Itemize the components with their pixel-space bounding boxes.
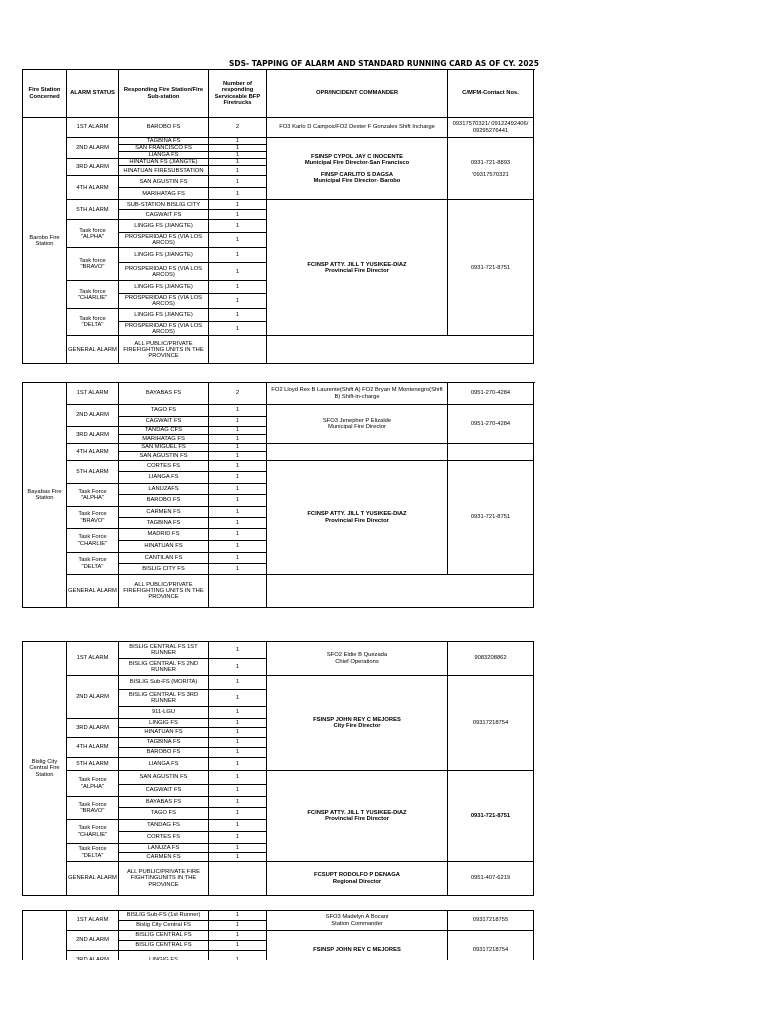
alarm-status: GENERAL ALARM — [67, 336, 119, 364]
responding-station: TAGO FS — [119, 808, 209, 820]
truck-count: 1 — [209, 145, 267, 152]
responding-station: LIANGA FS — [119, 758, 209, 771]
responding-station: SAN AGUSTIN FS — [119, 771, 209, 785]
truck-count: 1 — [209, 921, 267, 931]
responding-station: MADRID FS — [119, 529, 209, 541]
responding-station: LANUZA FS — [119, 844, 209, 853]
commander: FSINSP JOHN REY C MEJORES — [267, 931, 448, 971]
truck-count: 1 — [209, 248, 267, 263]
contact-number — [448, 138, 534, 200]
commander-title: Chief Operations — [335, 658, 379, 665]
responding-station: CAGWAIT FS — [119, 210, 209, 220]
alarm-status: Task force "DELTA" — [67, 309, 119, 336]
truck-count: 1 — [209, 844, 267, 853]
alarm-status: 1ST ALARM — [67, 642, 119, 676]
header-alarm: ALARM STATUS — [67, 70, 119, 118]
responding-station: SUB-STATION BISLIG CITY — [119, 200, 209, 210]
contact-number: 09317218754 — [448, 676, 534, 771]
header-commander: OPR/INCIDENT COMMANDER — [267, 70, 448, 118]
responding-station: CARMEN FS — [119, 507, 209, 518]
truck-count: 1 — [209, 461, 267, 472]
commander-title: City Fire Director — [333, 723, 381, 729]
alarm-status: GENERAL ALARM — [67, 862, 119, 896]
document-title: SDS- TAPPING OF ALARM AND STANDARD RUNNING CARD AS OF CY. 2025 — [229, 59, 539, 68]
alarm-status: 5TH ALARM — [67, 461, 119, 484]
responding-station: ALL PUBLIC/PRIVATE FIREFIGHTING UNITS IN THE PROVINCE — [119, 336, 209, 364]
commander-name: FCINSP ATTY. JILL T YUSIKEE-DIAZ — [307, 261, 407, 268]
responding-station: BAROBO FS — [119, 118, 209, 138]
truck-count: 1 — [209, 472, 267, 484]
truck-count: 1 — [209, 785, 267, 797]
responding-station: BISLIG Sub-FS (MORITA) — [119, 676, 209, 690]
truck-count — [209, 575, 267, 608]
commander-title: Provincial Fire Director — [325, 267, 389, 274]
truck-count: 1 — [209, 417, 267, 427]
truck-count: 1 — [209, 853, 267, 862]
bayabas-table — [22, 382, 534, 608]
alarm-status: GENERAL ALARM — [67, 575, 119, 608]
alarm-status: Task Force "CHARLIE" — [67, 820, 119, 844]
contact-number: 0931-721-8751 — [448, 461, 534, 575]
truck-count: 1 — [209, 728, 267, 738]
alarm-status: Task force "CHARLIE" — [67, 281, 119, 309]
alarm-status: Task Force "BRAVO" — [67, 797, 119, 820]
truck-count: 1 — [209, 444, 267, 452]
header-number: Number of responding Serviceable BFP Firetrucks — [209, 70, 267, 118]
commander — [267, 461, 448, 575]
truck-count: 1 — [209, 748, 267, 758]
responding-station: LINGIG FS (JIANGTE) — [119, 309, 209, 322]
commander-title: Municipal Fire Director- Barobo — [313, 177, 401, 184]
commander — [267, 676, 448, 771]
truck-count: 1 — [209, 738, 267, 748]
truck-count: 1 — [209, 152, 267, 159]
responding-station: SAN AGUSTIN FS — [119, 176, 209, 188]
responding-station: BAYABAS FS — [119, 797, 209, 808]
responding-station: BISLIG CENTRAL FS 1ST RUNNER — [119, 642, 209, 659]
header-responding: Responding Fire Station/Fire Sub-station — [119, 70, 209, 118]
truck-count: 1 — [209, 690, 267, 707]
contact-number: 0931-721-8751 — [448, 200, 534, 336]
truck-count: 1 — [209, 941, 267, 951]
responding-station: TAGBINA FS — [119, 738, 209, 748]
responding-station: 911-LGU — [119, 707, 209, 719]
alarm-status: 3RD ALARM — [67, 427, 119, 444]
responding-station: HINATUAN FS (JIANGTE) — [119, 159, 209, 166]
responding-station: TAGBINA FS — [119, 138, 209, 145]
responding-station: PROSPERIDAD FS (VIA LOS ARCOS) — [119, 322, 209, 336]
truck-count: 1 — [209, 188, 267, 200]
station-name: Bayabas Fire Station — [23, 383, 67, 608]
truck-count: 1 — [209, 642, 267, 659]
truck-count: 1 — [209, 322, 267, 336]
truck-count: 1 — [209, 166, 267, 176]
truck-count: 1 — [209, 931, 267, 941]
alarm-status: Task Force "DELTA" — [67, 844, 119, 862]
truck-count: 1 — [209, 541, 267, 553]
commander-name: FINSP CARLITO S DAGSA — [320, 171, 394, 178]
responding-station: PROSPERIDAD FS (VIA LOS ARCOS) — [119, 294, 209, 309]
commander — [267, 444, 448, 461]
commander-title: Municipal Fire Director — [328, 424, 386, 430]
alarm-status: 2ND ALARM — [67, 405, 119, 427]
truck-count: 1 — [209, 719, 267, 728]
truck-count — [209, 336, 267, 364]
contact-number: 9083208862 — [448, 642, 534, 676]
commander-name: FCINSP ATTY. JILL T YUSIKEE-DIAZ — [307, 809, 407, 816]
alarm-status: 4TH ALARM — [67, 176, 119, 200]
commander-name: SFO2 Eldie B Quezada — [326, 652, 388, 659]
alarm-status: 1ST ALARM — [67, 118, 119, 138]
responding-station: BISLIG CENTRAL FS 2ND RUNNER — [119, 659, 209, 676]
commander — [267, 200, 448, 336]
truck-count: 1 — [209, 452, 267, 461]
responding-station: LANUZAFS — [119, 484, 209, 495]
contact-number: 09317218755 — [448, 911, 534, 931]
barobo-table — [22, 69, 534, 364]
alarm-status: Task Force "ALPHA" — [67, 771, 119, 797]
truck-count: 1 — [209, 507, 267, 518]
truck-count: 1 — [209, 427, 267, 435]
truck-count: 1 — [209, 200, 267, 210]
truck-count: 1 — [209, 220, 267, 233]
truck-count: 1 — [209, 138, 267, 145]
header-station: Fire Station Concerned — [23, 70, 67, 118]
alarm-status: Task force "BRAVO" — [67, 248, 119, 281]
alarm-status: 4TH ALARM — [67, 444, 119, 461]
contact-number: 0951-270-4284 — [448, 383, 534, 405]
responding-station: HINATUAN FS — [119, 728, 209, 738]
responding-station: CORTES FS — [119, 832, 209, 844]
station-name: Bislig City Central Fire Station — [23, 642, 67, 896]
commander — [267, 911, 448, 931]
responding-station: BISLIG CITY FS — [119, 564, 209, 575]
alarm-status: 1ST ALARM — [67, 383, 119, 405]
station-name: Barobo Fire Station — [23, 118, 67, 364]
alarm-status: 1ST ALARM — [67, 911, 119, 931]
responding-station: MARIHATAG FS — [119, 435, 209, 444]
commander-title: Station Commander — [331, 920, 383, 927]
responding-station: HINATUAN FIRESUBSTATION — [119, 166, 209, 176]
responding-station: SAN FRANCISCO FS — [119, 145, 209, 152]
alarm-status: Task force "ALPHA" — [67, 220, 119, 248]
commander — [267, 771, 448, 862]
truck-count: 1 — [209, 435, 267, 444]
truck-count: 1 — [209, 309, 267, 322]
responding-station: BISLIG Sub-FS (1st Runner) — [119, 911, 209, 921]
truck-count: 2 — [209, 383, 267, 405]
contact-number: 0931-721-8751 — [448, 771, 534, 862]
responding-station: PROSPERIDAD FS (VIA LOS ARCOS) — [119, 263, 209, 281]
responding-station: CANTILAN FS — [119, 553, 209, 564]
truck-count: 1 — [209, 263, 267, 281]
responding-station: BISLIG CENTRAL FS 3RD RUNNER — [119, 690, 209, 707]
truck-count: 1 — [209, 832, 267, 844]
responding-station: LINGIG FS (JIANGTE) — [119, 220, 209, 233]
truck-count: 1 — [209, 771, 267, 785]
contact-value: '09317570321 — [472, 171, 509, 178]
responding-station: LINGIG FS (JIANGTE) — [119, 248, 209, 263]
truck-count: 1 — [209, 659, 267, 676]
contact-number: 09317570321/ 09122492406/ 09295276441 — [448, 118, 534, 138]
responding-station: TANDAG FS — [119, 820, 209, 832]
truck-count: 2 — [209, 118, 267, 138]
responding-station: TAGBINA FS — [119, 518, 209, 529]
responding-station: BISLIG CENTRAL FS — [119, 941, 209, 951]
responding-station: CORTES FS — [119, 461, 209, 472]
responding-station: MARIHATAG FS — [119, 188, 209, 200]
contact-value: 0931-721-8893 — [470, 159, 511, 166]
truck-count: 1 — [209, 405, 267, 417]
commander-title: Municipal Fire Director-San Francisco — [304, 159, 410, 166]
responding-station: BAROBO FS — [119, 748, 209, 758]
truck-count: 1 — [209, 210, 267, 220]
alarm-status: 5TH ALARM — [67, 200, 119, 220]
truck-count: 1 — [209, 564, 267, 575]
contact-number: 0951-270-4284 — [448, 405, 534, 444]
truck-count: 1 — [209, 176, 267, 188]
alarm-status: 2ND ALARM — [67, 676, 119, 719]
commander — [267, 862, 448, 896]
header-contact: C/MFM-Contact Nos. — [448, 70, 534, 118]
responding-station: SAN MIGUEL FS — [119, 444, 209, 452]
truck-count: 1 — [209, 758, 267, 771]
truck-count: 1 — [209, 797, 267, 808]
truck-count: 1 — [209, 233, 267, 248]
commander — [267, 138, 448, 200]
alarm-status: 3RD ALARM — [67, 159, 119, 176]
alarm-status: Task Force "ALPHA" — [67, 484, 119, 507]
responding-station: LIANGA FS — [119, 152, 209, 159]
truck-count: 1 — [209, 159, 267, 166]
truck-count: 1 — [209, 294, 267, 309]
commander-title: Provincial Fire Director — [325, 816, 389, 822]
commander-name: SFO3 Jenepher P Elizalde — [322, 417, 392, 424]
commander-name: FSINSP JOHN REY C MEJORES — [313, 716, 401, 723]
commander-name: SFO3 Madelyn A Bocani — [325, 914, 389, 921]
responding-station: LIANGA FS — [119, 472, 209, 484]
responding-station: HINATUAN FS — [119, 541, 209, 553]
commander-name: FSINSP CYPOL JAY C INOCENTE — [311, 153, 403, 160]
truck-count: 1 — [209, 808, 267, 820]
truck-count: 1 — [209, 518, 267, 529]
alarm-status: Task Force "CHARLIE" — [67, 529, 119, 553]
truck-count: 1 — [209, 707, 267, 719]
commander-name: FCSUPT RODOLFO P DENAGA — [314, 872, 400, 879]
responding-station: BAROBO FS — [119, 495, 209, 507]
responding-station: LINGIG FS — [119, 719, 209, 728]
header-row — [23, 70, 534, 118]
responding-station: LINGIG FS (JIANGTE) — [119, 281, 209, 294]
responding-station: BISLIG CENTRAL FS — [119, 931, 209, 941]
responding-station: ALL PUBLIC/PRIVATE FIRE FIGHTINGUNITS IN THE PROVINCE — [119, 862, 209, 896]
truck-count: 1 — [209, 495, 267, 507]
alarm-status: Task Force "BRAVO" — [67, 507, 119, 529]
alarm-status: 5TH ALARM — [67, 758, 119, 771]
responding-station: SAN AGUSTIN FS — [119, 452, 209, 461]
responding-station: TAGO FS — [119, 405, 209, 417]
contact-number: 0951-407-6219 — [448, 862, 534, 896]
alarm-status: Task Force "DELTA" — [67, 553, 119, 575]
commander — [267, 642, 448, 676]
truck-count: 1 — [209, 484, 267, 495]
alarm-status: 2ND ALARM — [67, 138, 119, 159]
truck-count: 1 — [209, 911, 267, 921]
commander-title: Provincial Fire Director — [325, 517, 389, 524]
responding-station: CAGWAIT FS — [119, 785, 209, 797]
contact-number: 09317218754 — [448, 931, 534, 971]
responding-station: CAGWAIT FS — [119, 417, 209, 427]
truck-count: 1 — [209, 676, 267, 690]
responding-station: ALL PUBLIC/PRIVATE FIREFIGHTING UNITS IN THE PROVINCE — [119, 575, 209, 608]
contact-number — [448, 444, 534, 461]
responding-station: TANDAG CFS — [119, 427, 209, 435]
commander — [267, 405, 448, 444]
truck-count: 1 — [209, 553, 267, 564]
commander: FO2 Lloyd Rex B Laurente(Shift A) FO2 Bryan M Montenegro(Shift B) Shift-in-charge — [267, 383, 448, 405]
alarm-status: 2ND ALARM — [67, 931, 119, 951]
responding-station: CARMEN FS — [119, 853, 209, 862]
commander-name: FCINSP ATTY. JILL T YUSIKEE-DIAZ — [307, 511, 407, 518]
page-bottom-margin — [0, 960, 768, 1024]
responding-station: BAYABAS FS — [119, 383, 209, 405]
responding-station: PROSPERIDAD FS (VIA LOS ARCOS) — [119, 233, 209, 248]
truck-count: 1 — [209, 529, 267, 541]
truck-count: 1 — [209, 281, 267, 294]
responding-station: Bislig City Central FS — [119, 921, 209, 931]
truck-count: 1 — [209, 820, 267, 832]
truck-count — [209, 862, 267, 896]
commander: FO3 Karlo D Campos/FO2 Dexter F Gonzales Shift Incharge — [267, 118, 448, 138]
bislig-table — [22, 641, 534, 896]
alarm-status: 4TH ALARM — [67, 738, 119, 758]
alarm-status: 3RD ALARM — [67, 719, 119, 738]
commander-title: Regional Director — [332, 878, 382, 885]
